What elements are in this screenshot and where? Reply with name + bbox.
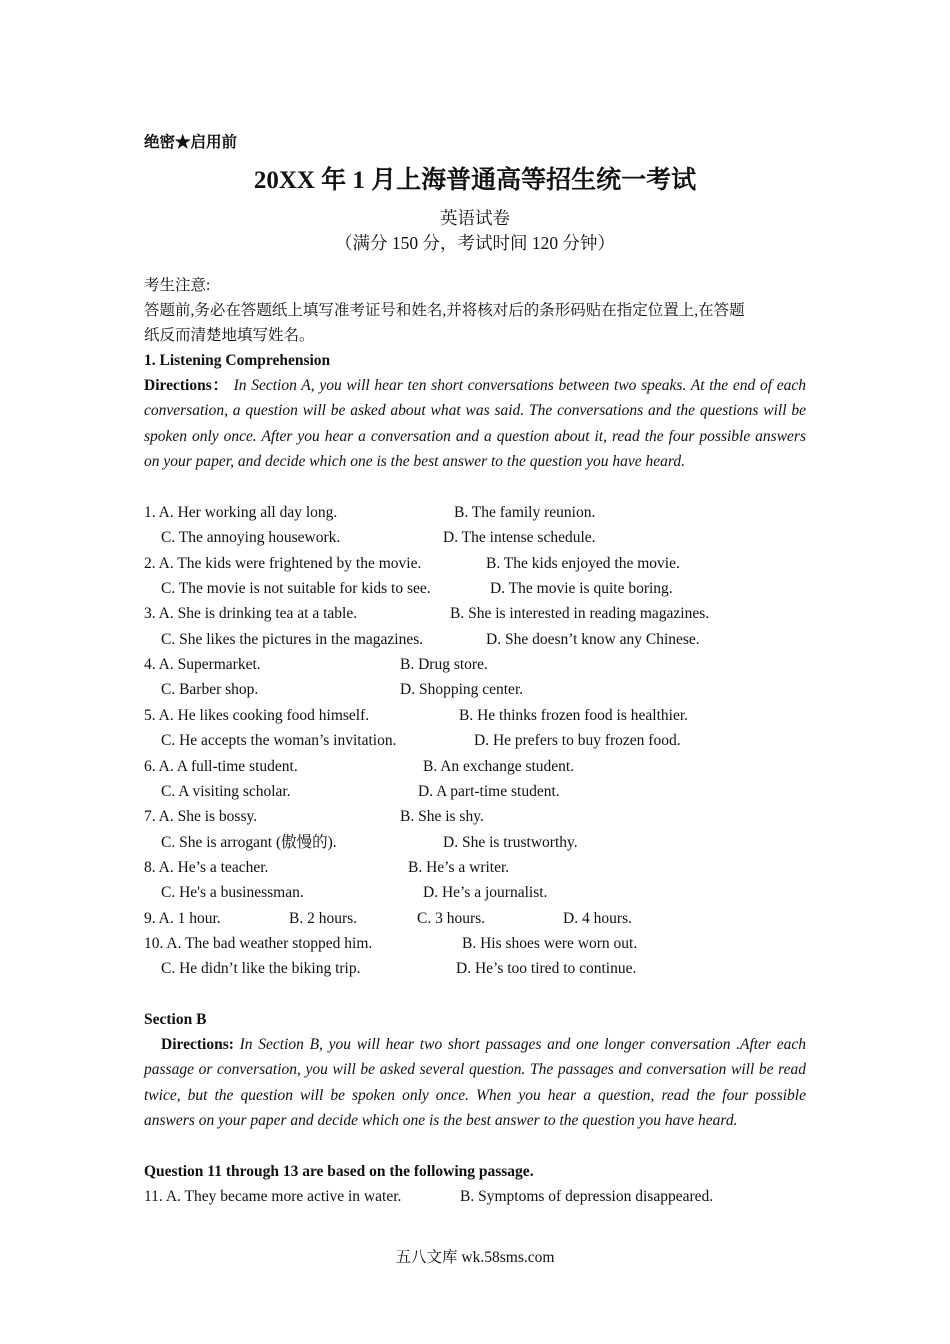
directions-label: Directions: [161, 1036, 234, 1053]
option-b: B. She is shy. [400, 808, 484, 825]
question-row [144, 754, 806, 779]
directions-text: In Section B, you will hear two short passages and one longer conversation .After each passage or conversation, you will be asked several question. The passages and conversation will be read twice, but the question will be spoken only once. When you hear a question, read the four possible answers on your paper and decide which one is the best answer to the question you have heard. [144, 1036, 806, 1130]
option-a: 10. A. The bad weather stopped him. [144, 935, 373, 952]
question-row [144, 525, 806, 550]
option-c: C. The annoying housework. [161, 529, 341, 546]
option-b: B. She is interested in reading magazines. [450, 605, 710, 622]
option-b: B. His shoes were worn out. [462, 935, 638, 952]
option-b: B. He thinks frozen food is healthier. [459, 707, 689, 724]
question-row [144, 728, 806, 753]
question-row [144, 601, 806, 626]
option-a: 9. A. 1 hour. [144, 910, 221, 927]
option-c: C. A visiting scholar. [161, 783, 291, 800]
question-row [144, 804, 806, 829]
option-d: D. She doesn’t know any Chinese. [486, 631, 700, 648]
option-b: B. The family reunion. [454, 504, 596, 521]
question-row [144, 576, 806, 601]
notice-line-1: 答题前,务必在答题纸上填写准考证号和姓名,并将核对后的条形码贴在指定位置上,在答题 [144, 302, 745, 319]
option-d: D. The movie is quite boring. [490, 580, 673, 597]
section-b-directions [144, 1032, 806, 1134]
option-c: C. He's a businessman. [161, 884, 304, 901]
notice-line-2: 纸反而清楚地填写姓名。 [144, 327, 315, 344]
question-row [144, 551, 806, 576]
passage-intro: Question 11 through 13 are based on the following passage. [144, 1163, 534, 1180]
option-d: D. A part-time student. [418, 783, 560, 800]
option-d: D. Shopping center. [400, 681, 524, 698]
option-b: B. Symptoms of depression disappeared. [460, 1188, 714, 1205]
directions-text: In Section A, you will hear ten short conversations between two speaks. At the end of each conversation, a question will be asked about what was said. The conversations and the questions will be spoken only once. After you hear a conversation and a question about it, read the four possible answers on your paper, and decide which one is the best answer to the question you have heard. [144, 377, 807, 471]
option-b: B. He’s a writer. [408, 859, 510, 876]
option-c: C. He accepts the woman’s invitation. [161, 732, 397, 749]
option-c: C. He didn’t like the biking trip. [161, 960, 361, 977]
option-b: B. 2 hours. [289, 910, 358, 927]
question-row [144, 677, 806, 702]
option-a: 2. A. The kids were frightened by the movie. [144, 555, 422, 572]
exam-title: 20XX 年 1 月上海普通高等招生统一考试 [253, 167, 697, 194]
question-row [144, 779, 806, 804]
option-a: 7. A. She is bossy. [144, 808, 258, 825]
notice-label: 考生注意: [144, 277, 211, 294]
question-row [144, 956, 806, 981]
question-row [144, 906, 806, 931]
section-a-directions [144, 373, 806, 475]
option-a: 11. A. They became more active in water. [144, 1188, 402, 1205]
section-b-heading: Section B [144, 1011, 207, 1028]
option-b: B. An exchange student. [423, 758, 575, 775]
option-b: B. Drug store. [400, 656, 488, 673]
option-a: 3. A. She is drinking tea at a table. [144, 605, 358, 622]
option-c: C. The movie is not suitable for kids to see. [161, 580, 431, 597]
option-a: 1. A. Her working all day long. [144, 504, 338, 521]
question-row [144, 880, 806, 905]
exam-time-info: （满分 150 分，考试时间 120 分钟） [335, 233, 615, 253]
option-b: B. The kids enjoyed the movie. [486, 555, 680, 572]
option-c: C. She likes the pictures in the magazines. [161, 631, 424, 648]
question-row [144, 652, 806, 677]
option-d: D. 4 hours. [563, 910, 632, 927]
option-d: D. He prefers to buy frozen food. [474, 732, 681, 749]
directions-label: Directions： [144, 377, 229, 394]
question-row [144, 1184, 806, 1209]
footer-watermark: 五八文库 wk.58sms.com [395, 1249, 555, 1266]
option-d: D. The intense schedule. [443, 529, 596, 546]
option-d: D. He’s a journalist. [423, 884, 548, 901]
option-c: C. 3 hours. [417, 910, 486, 927]
question-row [144, 627, 806, 652]
section-1-heading: 1. Listening Comprehension [144, 352, 331, 369]
exam-subject: 英语试卷 [440, 208, 510, 228]
question-row [144, 855, 806, 880]
option-a: 4. A. Supermarket. [144, 656, 261, 673]
question-row [144, 830, 806, 855]
option-a: 8. A. He’s a teacher. [144, 859, 269, 876]
option-c: C. She is arrogant (傲慢的). [161, 834, 337, 851]
option-a: 6. A. A full-time student. [144, 758, 298, 775]
question-row [144, 703, 806, 728]
question-row [144, 931, 806, 956]
option-c: C. Barber shop. [161, 681, 259, 698]
option-a: 5. A. He likes cooking food himself. [144, 707, 370, 724]
option-d: D. He’s too tired to continue. [456, 960, 637, 977]
question-row [144, 500, 806, 525]
confidential-label: 绝密★启用前 [144, 134, 238, 151]
option-d: D. She is trustworthy. [443, 834, 578, 851]
